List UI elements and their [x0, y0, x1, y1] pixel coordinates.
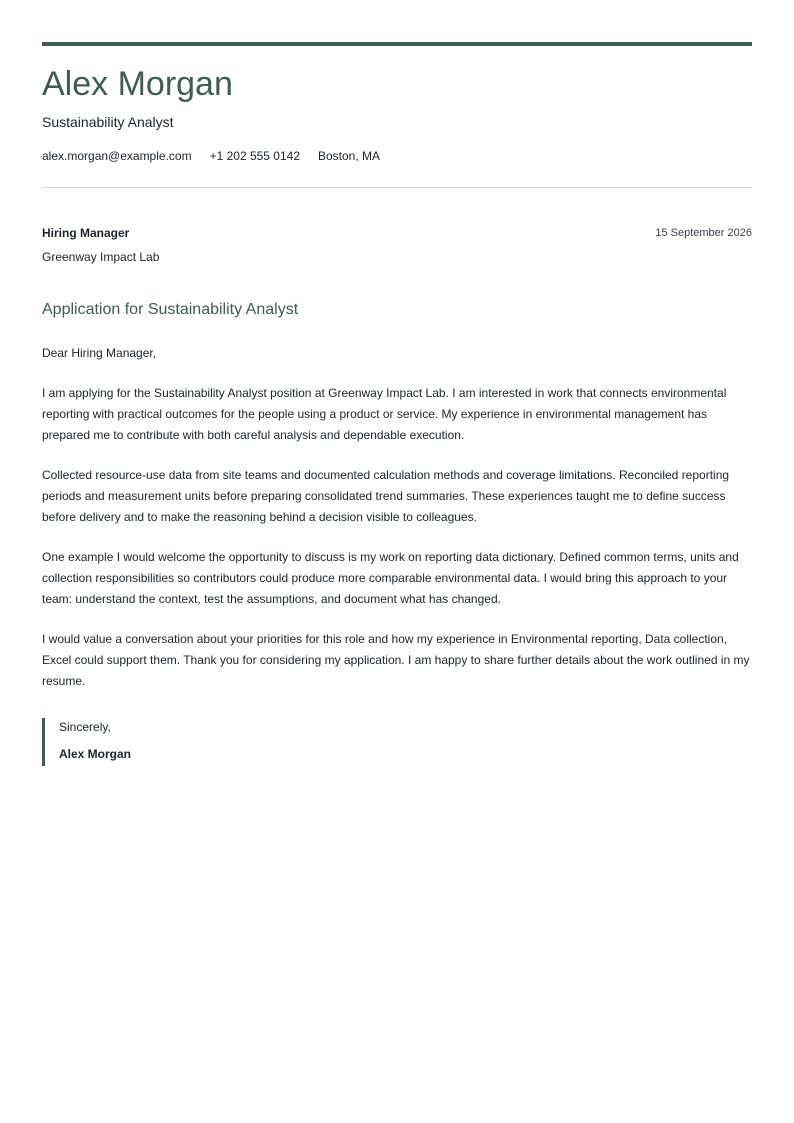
recipient-name: Hiring Manager — [42, 226, 130, 240]
contact-location: Boston, MA — [318, 149, 381, 163]
recipient-block — [42, 226, 159, 264]
signer-name: Alex Morgan — [59, 747, 132, 761]
header-divider — [42, 187, 752, 188]
contact-line — [42, 149, 380, 163]
letter-body — [42, 383, 754, 711]
recipient-organization: Greenway Impact Lab — [42, 250, 160, 264]
closing-phrase: Sincerely, — [59, 720, 111, 734]
body-paragraph: I would value a conversation about your priorities for this role and how my experience in Environmental reporting, Data collection, Excel could support them. Thank you for considering my application. I am happy to share further details about the work outlined in my resume. — [42, 632, 750, 688]
signoff-block — [42, 718, 131, 766]
applicant-name: Alex Morgan — [42, 65, 233, 103]
applicant-role: Sustainability Analyst — [42, 114, 174, 130]
body-paragraph: Collected resource-use data from site teams and documented calculation methods and coverage limitations. Reconciled reporting periods and measurement units before preparing consolidated trend summaries. These experiences taught me to define success before delivery and to make the reasoning behind a decision visible to colleagues. — [42, 468, 730, 524]
body-paragraph: One example I would welcome the opportunity to discuss is my work on reporting data dictionary. Defined common terms, units and collection responsibilities so contributors could produce more comparable environmental data. I would bring this approach to your team: understand the context, test the assumptions, and document what has changed. — [42, 550, 739, 606]
body-paragraph: I am applying for the Sustainability Analyst position at Greenway Impact Lab. I am interested in work that connects environmental reporting with practical outcomes for the people using a product or service. My experience in environmental management has prepared me to contribute with both careful analysis and dependable execution. — [42, 386, 727, 442]
letter-date: 15 September 2026 — [655, 227, 752, 239]
contact-email[interactable]: alex.morgan@example.com — [42, 149, 192, 163]
letter-subject: Application for Sustainability Analyst — [42, 301, 299, 318]
top-accent-rule — [42, 42, 752, 46]
salutation: Dear Hiring Manager, — [42, 346, 157, 360]
contact-phone[interactable]: +1 202 555 0142 — [209, 149, 300, 163]
